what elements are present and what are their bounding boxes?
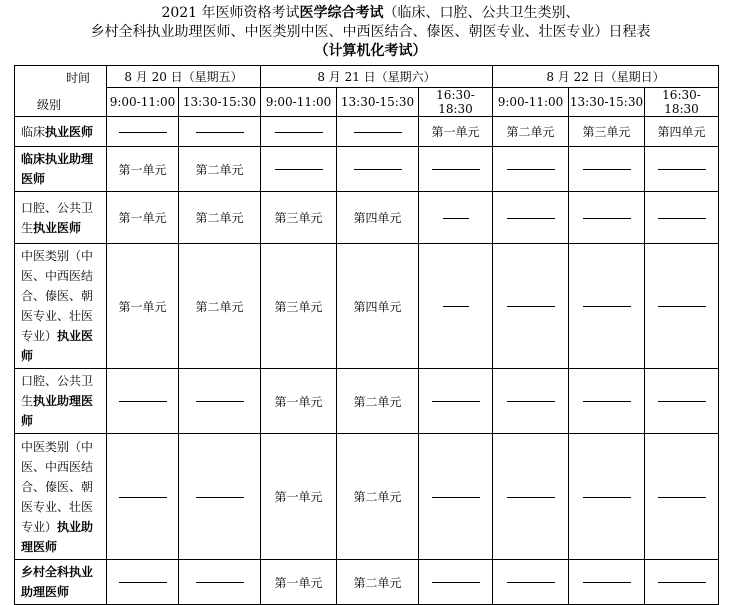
title-line-2: 乡村全科执业助理医师、中医类别中医、中西医结合、傣医、朝医专业、壮医专业）日程表	[90, 24, 651, 40]
schedule-row	[15, 147, 719, 192]
no-exam-dash	[583, 169, 631, 170]
session-cell	[645, 117, 719, 147]
session-cell	[261, 192, 337, 244]
session-cell	[179, 369, 261, 434]
session-cell	[179, 434, 261, 560]
level-cell	[15, 434, 107, 560]
session-cell	[107, 369, 179, 434]
session-cell	[645, 560, 719, 605]
level-plain-text: 口腔、公共卫生	[21, 200, 94, 235]
session-cell	[419, 369, 493, 434]
title-line-1-prefix: 2021 年医师资格考试	[161, 5, 300, 21]
session-cell	[107, 244, 179, 369]
no-exam-dash	[196, 401, 244, 402]
session-cell	[419, 434, 493, 560]
schedule-row	[15, 434, 719, 560]
no-exam-dash	[583, 218, 631, 219]
schedule-row	[15, 560, 719, 605]
exam-unit-label: 第四单元	[353, 299, 402, 314]
no-exam-dash	[196, 582, 244, 583]
title-line-1-suffix: （临床、口腔、公共卫生类别、	[383, 5, 580, 21]
no-exam-dash	[658, 306, 706, 307]
schedule-row	[15, 117, 719, 147]
exam-unit-label: 第一单元	[118, 211, 167, 225]
exam-unit-label: 第三单元	[274, 211, 323, 225]
level-cell	[15, 244, 107, 369]
no-exam-dash	[583, 497, 631, 498]
no-exam-dash	[583, 306, 631, 307]
session-cell	[179, 560, 261, 605]
slot-header: 16:30-18:30	[419, 88, 493, 117]
session-cell	[419, 117, 493, 147]
no-exam-dash	[119, 401, 167, 402]
level-cell	[15, 117, 107, 147]
no-exam-dash	[119, 582, 167, 583]
session-cell	[107, 117, 179, 147]
no-exam-dash	[507, 169, 555, 170]
title-line-3: （计算机化考试）	[314, 43, 427, 59]
no-exam-dash	[196, 132, 244, 133]
exam-unit-label: 第三单元	[582, 125, 631, 139]
exam-unit-label: 第一单元	[274, 575, 323, 590]
level-plain-text: 中医类别（中医、中西医结合、傣医、朝医专业、壮医专业）	[21, 249, 94, 343]
no-exam-dash	[275, 132, 323, 133]
exam-unit-label: 第二单元	[195, 162, 244, 177]
no-exam-dash	[196, 497, 244, 498]
exam-unit-label: 第二单元	[353, 394, 402, 409]
schedule-row	[15, 192, 719, 244]
no-exam-short-dash	[443, 306, 469, 307]
session-cell	[645, 434, 719, 560]
session-cell	[337, 147, 419, 192]
session-cell	[261, 117, 337, 147]
exam-unit-label: 第一单元	[274, 490, 323, 504]
session-cell	[493, 560, 569, 605]
no-exam-dash	[275, 169, 323, 170]
session-cell	[261, 147, 337, 192]
level-plain-text: 口腔、公共卫生	[21, 374, 94, 408]
level-bold-text: 执业医师	[33, 220, 82, 235]
slot-header: 13:30-15:30	[337, 88, 419, 117]
no-exam-dash	[507, 401, 555, 402]
slot-header: 9:00-11:00	[107, 88, 179, 117]
session-cell	[645, 369, 719, 434]
level-cell	[15, 560, 107, 605]
session-cell	[419, 244, 493, 369]
session-cell	[179, 147, 261, 192]
session-cell	[179, 244, 261, 369]
exam-unit-label: 第二单元	[353, 575, 402, 590]
session-cell	[493, 147, 569, 192]
day-header-aug-20: 8 月 20 日（星期五）	[107, 66, 261, 88]
session-cell	[337, 560, 419, 605]
session-cell	[179, 117, 261, 147]
exam-unit-label: 第一单元	[118, 299, 167, 314]
session-cell	[337, 117, 419, 147]
level-bold-text: 乡村全科执业助理医师	[21, 565, 94, 599]
level-plain-text: 临床	[21, 124, 46, 139]
session-cell	[645, 244, 719, 369]
no-exam-dash	[432, 401, 480, 402]
no-exam-dash	[354, 169, 402, 170]
no-exam-dash	[583, 582, 631, 583]
session-cell	[107, 560, 179, 605]
session-cell	[107, 147, 179, 192]
session-cell	[419, 192, 493, 244]
session-cell	[261, 369, 337, 434]
no-exam-short-dash	[443, 218, 469, 219]
no-exam-dash	[583, 401, 631, 402]
schedule-table	[14, 65, 719, 605]
no-exam-dash	[507, 497, 555, 498]
level-bold-text: 执业医师	[45, 124, 94, 139]
session-cell	[337, 434, 419, 560]
level-bold-text: 临床执业助理医师	[21, 152, 94, 186]
session-cell	[645, 147, 719, 192]
no-exam-dash	[507, 218, 555, 219]
session-cell	[645, 192, 719, 244]
title-line-1-bold: 医学综合考试	[299, 5, 384, 21]
corner-header-cell	[15, 66, 107, 117]
session-cell	[569, 192, 645, 244]
level-cell	[15, 369, 107, 434]
day-header-aug-22: 8 月 22 日（星期日）	[493, 66, 719, 88]
no-exam-dash	[507, 306, 555, 307]
level-cell	[15, 147, 107, 192]
session-cell	[107, 434, 179, 560]
level-bold-text: 执业助理医师	[21, 519, 94, 554]
corner-level-label: 级别	[37, 98, 62, 112]
no-exam-dash	[507, 582, 555, 583]
no-exam-dash	[119, 497, 167, 498]
session-cell	[107, 192, 179, 244]
exam-unit-label: 第二单元	[353, 490, 402, 504]
level-plain-text: 中医类别（中医、中西医结合、傣医、朝医专业、壮医专业）	[21, 439, 94, 534]
exam-unit-label: 第一单元	[274, 394, 323, 409]
document-title	[0, 4, 741, 61]
session-cell	[569, 434, 645, 560]
exam-unit-label: 第二单元	[506, 125, 555, 139]
session-cell	[493, 244, 569, 369]
slot-header: 13:30-15:30	[179, 88, 261, 117]
exam-unit-label: 第四单元	[353, 211, 402, 225]
exam-unit-label: 第三单元	[274, 299, 323, 314]
session-cell	[337, 192, 419, 244]
session-cell	[569, 369, 645, 434]
no-exam-dash	[432, 497, 480, 498]
schedule-row	[15, 369, 719, 434]
session-cell	[419, 560, 493, 605]
title-line-1	[0, 4, 741, 23]
exam-unit-label: 第二单元	[195, 211, 244, 225]
level-bold-text: 执业助理医师	[21, 394, 94, 428]
no-exam-dash	[432, 582, 480, 583]
no-exam-dash	[354, 132, 402, 133]
session-cell	[419, 147, 493, 192]
corner-time-label: 时间	[65, 71, 90, 85]
level-bold-text: 执业医师	[21, 329, 94, 363]
slot-header: 9:00-11:00	[493, 88, 569, 117]
exam-unit-label: 第四单元	[657, 125, 706, 139]
schedule-row	[15, 244, 719, 369]
slot-header: 13:30-15:30	[569, 88, 645, 117]
no-exam-dash	[658, 401, 706, 402]
session-cell	[569, 244, 645, 369]
session-cell	[493, 369, 569, 434]
session-cell	[493, 117, 569, 147]
session-cell	[261, 560, 337, 605]
no-exam-dash	[658, 218, 706, 219]
no-exam-dash	[658, 582, 706, 583]
exam-unit-label: 第二单元	[195, 299, 244, 314]
session-cell	[569, 117, 645, 147]
session-cell	[493, 434, 569, 560]
session-cell	[569, 147, 645, 192]
level-cell	[15, 192, 107, 244]
exam-unit-label: 第一单元	[118, 162, 167, 177]
session-cell	[337, 369, 419, 434]
no-exam-dash	[658, 497, 706, 498]
exam-unit-label: 第一单元	[431, 125, 480, 139]
slot-header: 9:00-11:00	[261, 88, 337, 117]
day-header-aug-21: 8 月 21 日（星期六）	[261, 66, 493, 88]
session-cell	[261, 244, 337, 369]
session-cell	[337, 244, 419, 369]
session-cell	[493, 192, 569, 244]
no-exam-dash	[432, 169, 480, 170]
session-cell	[179, 192, 261, 244]
no-exam-dash	[119, 132, 167, 133]
slot-header: 16:30-18:30	[645, 88, 719, 117]
no-exam-dash	[658, 169, 706, 170]
session-cell	[569, 560, 645, 605]
session-cell	[261, 434, 337, 560]
